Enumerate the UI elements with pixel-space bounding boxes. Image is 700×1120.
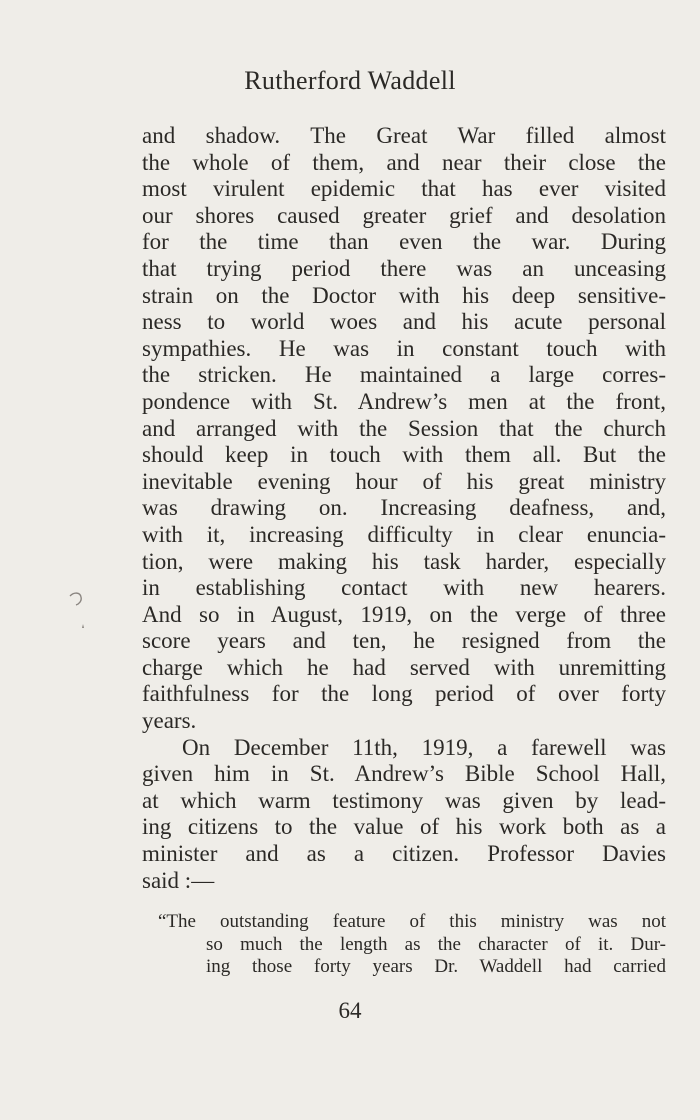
text-line: in establishing contact with new hearers.: [142, 575, 666, 601]
text-line: for the time than even the war. During: [142, 229, 666, 255]
text-line: given him in St. Andrew’s Bible School Hall,: [142, 761, 666, 787]
text-line: score years and ten, he resigned from the: [142, 628, 666, 654]
text-line: ness to world woes and his acute personal: [142, 309, 666, 335]
text-line: that trying period there was an unceasing: [142, 255, 666, 281]
margin-mark-icon: [64, 588, 88, 638]
text-line: strain on the Doctor with his deep sensitive-: [142, 282, 666, 308]
quote-line: “The outstanding feature of this ministry was not: [158, 911, 666, 932]
text-line: years.: [142, 708, 197, 734]
text-line: And so in August, 1919, on the verge of three: [142, 601, 666, 627]
text-line: with it, increasing difficulty in clear enuncia-: [142, 521, 666, 547]
running-head-title: Rutherford Waddell: [244, 66, 456, 95]
quote-line: so much the length as the character of it. Dur-: [206, 933, 666, 955]
text-line: pondence with St. Andrew’s men at the front,: [142, 388, 666, 414]
text-line: inevitable evening hour of his great ministry: [142, 468, 666, 494]
text-line: sympathies. He was in constant touch with: [142, 335, 666, 361]
text-line: tion, were making his task harder, especially: [142, 548, 666, 574]
text-line: said :—: [142, 867, 215, 893]
quote-line: ing those forty years Dr. Waddell had carried: [206, 956, 666, 977]
text-line: the stricken. He maintained a large corres-: [142, 362, 666, 388]
text-line: charge which he had served with unremitting: [142, 654, 666, 680]
body-text: [142, 123, 666, 894]
text-line: minister and as a citizen. Professor Davies: [142, 841, 666, 867]
text-line: and arranged with the Session that the church: [142, 415, 666, 441]
text-line: ing citizens to the value of his work both as a: [142, 814, 666, 840]
text-line: our shores caused greater grief and desolation: [142, 202, 666, 228]
paragraph-first-line: On December 11th, 1919, a farewell was: [182, 734, 666, 760]
text-line: was drawing on. Increasing deafness, and,: [142, 495, 666, 521]
text-line: the whole of them, and near their close the: [142, 149, 666, 175]
text-line: at which warm testimony was given by lead-: [142, 787, 666, 813]
text-line: faithfulness for the long period of over forty: [142, 681, 666, 707]
text-line: and shadow. The Great War filled almost: [142, 123, 666, 148]
block-quote: [158, 911, 666, 979]
text-line: should keep in touch with them all. But the: [142, 442, 666, 468]
text-line: most virulent epidemic that has ever visited: [142, 176, 666, 202]
page-number: 64: [338, 998, 362, 1023]
